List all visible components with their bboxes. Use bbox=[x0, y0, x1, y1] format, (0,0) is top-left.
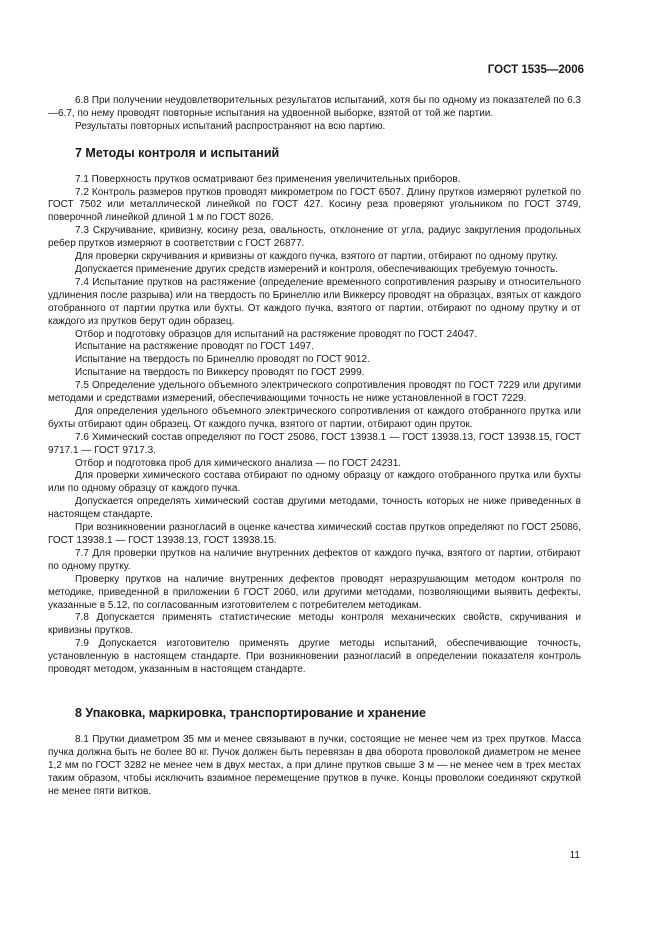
paragraph-7-1: 7.1 Поверхность прутков осматривают без применения увеличительных приборов. bbox=[75, 173, 461, 185]
paragraph-7-7: 7.7 Для проверки прутков на наличие внутренних дефектов от каждого пучка, взятого от партии, отбирают по одному прутку. bbox=[48, 547, 581, 572]
paragraph-7-4-sampling: Отбор и подготовку образцов для испытаний на растяжение проводят по ГОСТ 24047. bbox=[75, 328, 478, 340]
paragraph-7-6-samples: Отбор и подготовка проб для химического анализа — по ГОСТ 24231. bbox=[75, 457, 402, 469]
paragraph-7-9: 7.9 Допускается изготовителю применять другие методы испытаний, обеспечивающие точность, установленную в настоящем стандарте. При возникновении разногласий в определении показателя контроль проводят методом, указанным в настоящем стандарте. bbox=[48, 638, 581, 676]
standard-header: ГОСТ 1535—2006 bbox=[487, 64, 584, 76]
paragraph-7-5-sampling: Для определения удельного объемного электрического сопротивления от каждого отобранного прутка или бухты отбирают один образец. От каждого пучка, взятого от партии, отбирают один пруток. bbox=[48, 405, 581, 430]
paragraph-7-4-tensile: Испытание на растяжение проводят по ГОСТ 1497. bbox=[75, 341, 314, 353]
paragraph-7-6-other-methods: Допускается определять химический состав другими методами, точность которых не ниже приведенных в настоящем стандарте. bbox=[48, 496, 581, 521]
paragraph-7-6-chemical: Для проверки химического состава отбирают по одному образцу от каждого отобранного прутка или бухты или по одному образцу от каждого пучка. bbox=[48, 470, 581, 495]
paragraph-7-4-brinell: Испытание на твердость по Бринеллю проводят по ГОСТ 9012. bbox=[75, 354, 370, 366]
paragraph-7-6-disputes: При возникновении разногласий в оценке качества химический состав прутков определяют по ГОСТ 25086, ГОСТ 13938.1 — ГОСТ 13938.13, ГОСТ 13938.15. bbox=[48, 522, 581, 546]
paragraph-7-3-twist: Для проверки скручивания и кривизны от каждого пучка, взятого от партии, отбирают по одному прутку. bbox=[75, 251, 558, 263]
paragraph-6-8: 6.8 При получении неудовлетворительных результатов испытаний, хотя бы по одному из показателей по 6.3—6.7, по нему проводят повторные испытания на удвоенной выборке, взятой от той же партии. bbox=[48, 95, 581, 119]
paragraph-7-3: 7.3 Скручивание, кривизну, косину реза, овальность, отклонение от угла, радиус закругления продольных ребер прутков измеряют в соответствии с ГОСТ 26877. bbox=[48, 225, 581, 250]
page-number: 11 bbox=[569, 850, 580, 861]
paragraph-7-4-vickers: Испытание на твердость по Виккерсу проводят по ГОСТ 2999. bbox=[75, 367, 365, 379]
paragraph-7-5: 7.5 Определение удельного объемного электрического сопротивления проводят по ГОСТ 7229 или другими методами и средствами измерений, обеспечивающими точность не ниже установленной в ГОСТ 7229. bbox=[48, 380, 581, 405]
paragraph-7-8: 7.8 Допускается применять статистические методы контроля механических свойств, скручивания и кривизны прутков. bbox=[48, 612, 581, 637]
paragraph-repeat-tests: Результаты повторных испытаний распространяют на всю партию. bbox=[75, 120, 386, 132]
section-7-title: 7 Методы контроля и испытаний bbox=[75, 145, 280, 160]
paragraph-8-1: 8.1 Прутки диаметром 35 мм и менее связывают в пучки, состоящие не менее чем из трех прутков. Масса пучка должна быть не более 80 кг. Пучок должен быть перевязан в два оборота проволокой диаметром не менее 1,2 мм по ГОСТ 3282 не менее чем в двух местах, а при длине прутков свыше 3 м — не менее чем в трех местах таким образом, чтобы исключить взаимное перемещение прутков в пучке. Концы проволоки соединяют скруткой не менее пяти витков. bbox=[48, 733, 581, 797]
document-body bbox=[48, 95, 581, 798]
paragraph-7-4: 7.4 Испытание прутков на растяжение (определение временного сопротивления разрыву и относительного удлинения после разрыва) или на твердость по Бринеллю или Виккерсу проводят на образцах, взятых от каждого отобранного от партии прутка или бухты. От каждого пучка, взятого от партии, отбирают по одному прутку и от каждого из прутков берут один образец. bbox=[48, 276, 581, 327]
paragraph-7-7-ndt: Проверку прутков на наличие внутренних дефектов проводят неразрушающим методом контроля по методике, приведенной в приложении 6 ГОСТ 2060, или другими методами, позволяющими выявить дефекты, указанные в 5.12, по согласованным изготовителем с потребителем методикам. bbox=[48, 573, 581, 611]
section-8-title: 8 Упаковка, маркировка, транспортирование и хранение bbox=[75, 705, 426, 720]
paragraph-7-6: 7.6 Химический состав определяют по ГОСТ 25086, ГОСТ 13938.1 — ГОСТ 13938.13, ГОСТ 13938.15, ГОСТ 9717.1 — ГОСТ 9717.3. bbox=[48, 431, 581, 456]
paragraph-7-2: 7.2 Контроль размеров прутков проводят микрометром по ГОСТ 6507. Длину прутков измеряют рулеткой по ГОСТ 7502 или металлической линейкой по ГОСТ 427. Косину реза проверяют угольником по ГОСТ 3749, поверочной линейкой длиной 1 м по ГОСТ 8026. bbox=[48, 186, 581, 224]
paragraph-7-3-other-means: Допускается применение других средств измерений и контроля, обеспечивающих требуемую точность. bbox=[75, 263, 558, 275]
